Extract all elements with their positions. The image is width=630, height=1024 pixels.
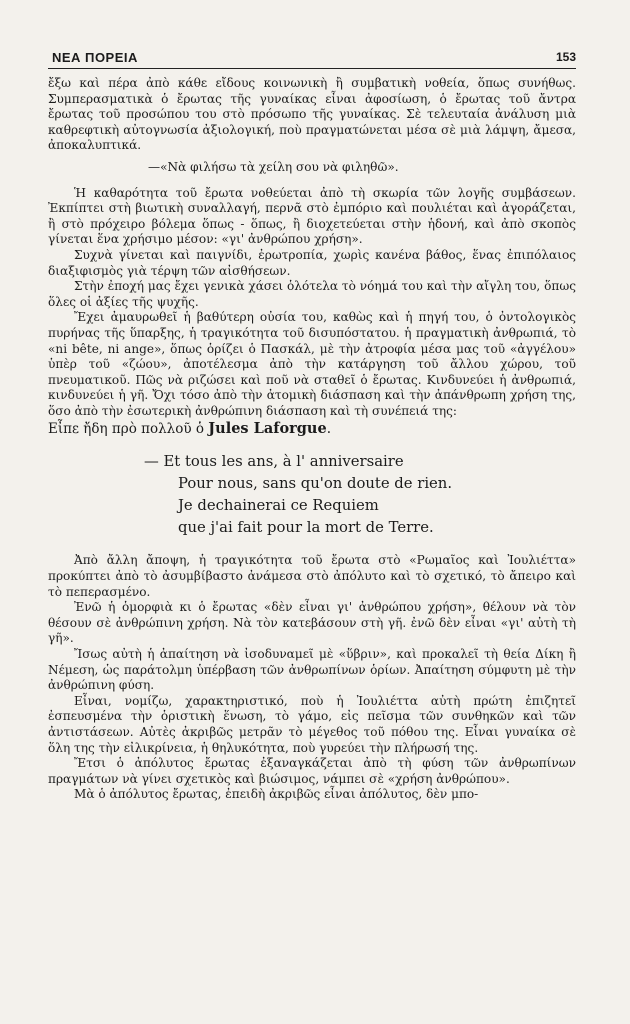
paragraph: Εἶναι, νομίζω, χαρακτηριστικό, ποὺ ἡ Ἰουλιέττα αὐτὴ πρώτη ἐπιζητεῖ ἐσπευσμένα τὴν ὁριστικὴ ἕνωση, τὸ γάμο, εἰς πεῖσμα τῶν συνθηκῶν καὶ τῶν ἀντιστάσεων. Αὐτὲς ἀκριβῶς μετρᾶν τὸ μέγεθος τοῦ πόθου της. Εἶναι γυναίκα σὲ ὅλη της τὴν εἰλικρίνεια, ἡ θηλυκότητα, ποὺ γυρεύει τὴν πλήρωσή της. — [48, 693, 576, 755]
paragraph: Ἐνῶ ἡ ὁμορφιὰ κι ὁ ἔρωτας «δὲν εἶναι γι' ἀνθρώπου χρήση», θέλουν νὰ τὸν θέσουν σὲ ἀνθρώπινη χρήση. Νὰ τὸν κατεβάσουν στὴ γῆ. ἐνῶ δὲν εἶναι «γι' αὐτὴ τὴ γῆ». — [48, 600, 576, 646]
author-name: Jules Laforgue — [208, 420, 327, 438]
paragraph: Ἔτσι ὁ ἀπόλυτος ἔρωτας ἐξαναγκάζεται ἀπὸ τὴ φύση τῶν ἀνθρωπίνων πραγμάτων νὰ γίνει σχετικὸς καὶ βιώσιμος, νάμπει σὲ «χρήση ἀνθρώπου». — [48, 756, 576, 786]
poem-line: — Et tous les ans, à l' anniversaire — [144, 453, 404, 471]
paragraph: Συχνὰ γίνεται καὶ παιγνίδι, ἐρωτροπία, χωρὶς κανένα βάθος, ἕνας ἐπιπόλαιος διαξιφισμὸς γιὰ τέρψη τῶν αἰσθήσεων. — [48, 247, 576, 278]
quoted-line: —«Νὰ φιλήσω τὰ χείλη σου νὰ φιληθῶ». — [148, 159, 399, 174]
paragraph: Στὴν ἐποχή μας ἔχει γενικὰ χάσει ὁλότελα τὸ νόημά του καὶ τὴν αἴγλη του, ὅπως ὅλες οἱ ἀξίες τῆς ψυχῆς. — [48, 279, 576, 309]
paragraph: Ἡ καθαρότητα τοῦ ἔρωτα νοθεύεται ἀπὸ τὴ σκωρία τῶν λογῆς συμβάσεων. Ἐκπίπτει στὴ βιωτικὴ συναλλαγή, περνᾶ στὸ ἐμπόριο καὶ πουλιέται καὶ ἀγοράζεται, ἢ στὸ πρόχειρο βόλεμα ὅπως - ὅπως, ἢ διοχετεύεται στὴν ἡδονή, καὶ ἀπὸ σκοπὸς γίνεται ἕνα χρήσιμο μέσον: «γι' ἀνθρώπου χρήση». — [48, 185, 576, 247]
paragraph: Μὰ ὁ ἀπόλυτος ἔρωτας, ἐπειδὴ ἀκριβῶς εἶναι ἀπόλυτος, δὲν μπο- — [74, 787, 479, 802]
journal-title: ΝΕΑ ΠΟΡΕΙΑ — [52, 50, 138, 65]
poem-line: que j'ai fait pour la mort de Terre. — [178, 519, 434, 537]
running-header — [48, 48, 576, 69]
paragraph: ἔξω καὶ πέρα ἀπὸ κάθε εἴδους κοινωνικὴ ἢ συμβατικὴ νοθεία, ὅπως συνήθως. Συμπερασματικὰ ὁ ἔρωτας τῆς γυναίκας εἶναι ἀφοσίωση, ὁ ἔρωτας τοῦ ἄντρα ἔρωτας τοῦ προσώπου του στὸ πρόσωπο τῆς γυναίκας. Σὲ τελευταία ἀνάλυση μιὰ καθρεφτικὴ αὐτογνωσία ἀξιολογική, ποὺ πραγματώνεται μέσα σὲ μιὰ λάμψη, ἄμεσα, ἀποκαλυπτικά. — [48, 76, 576, 153]
paragraph: Ἀπὸ ἄλλη ἄποψη, ἡ τραγικότητα τοῦ ἔρωτα στὸ «Ρωμαῖος καὶ Ἰουλιέττα» προκύπτει ἀπὸ τὸ ἀσυμβίβαστο ἀνάμεσα στὸ ἀπόλυτο καὶ τὸ σχετικό, τὸ ἄπειρο καὶ τὸ πεπερασμένο. — [48, 553, 576, 599]
laforgue-intro — [48, 419, 576, 439]
poem-line: Je dechainerai ce Requiem — [178, 497, 379, 515]
page-number: 153 — [555, 50, 576, 64]
paragraph: Ἴσως αὐτὴ ἡ ἀπαίτηση νὰ ἰσοδυναμεῖ μὲ «ὕβριν», καὶ προκαλεῖ τὴ θεία Δίκη ἢ Νέμεση, ὡς παράτολμη ὑπέρβαση τῶν ἀνθρωπίνων ὁρίων. Ἀπαίτηση σύμφυτη μὲ τὴν ἀνθρώπινη φύση. — [48, 647, 576, 693]
intro-suffix: . — [326, 421, 331, 438]
poem-line: Pour nous, sans qu'on doute de rien. — [178, 475, 453, 493]
article-body — [48, 76, 576, 803]
intro-prefix: Εἶπε ἤδη πρὸ πολλοῦ ὁ — [48, 421, 209, 438]
paragraph: Ἔχει ἀμαυρωθεῖ ἡ βαθύτερη οὐσία του, καθὼς καὶ ἡ πηγή του, ὁ ὀντολογικὸς πυρήνας τῆς ὕπαρξης, ἡ τραγικότητα τοῦ δισυπόστατου. ἡ πραγματικὴ ἀνθρωπιά, τὸ «ni bête, ni ange», ὅπως ὁρίζει ὁ Πασκάλ, μὲ τὴν ἀτροφία μέσα μας τοῦ «ἀγγέλου» ὑπὲρ τοῦ «ζώου», ἀποτέλεσμα ἀπὸ τὴν κατάργηση τοῦ ἄλλου χώρου, τοῦ πνευματικοῦ. Πῶς νὰ ριζώσει καὶ ποῦ νὰ σταθεῖ ὁ ἔρωτας. Κινδυνεύει ἡ ἀνθρωπιά, κινδυνεύει ἡ γῆ. Ὄχι τόσο ἀπὸ τὴν ἀτομικὴ διάσπαση καὶ τὴν ἀπάνθρωπη χρήση της, ὅσο ἀπὸ τὴν ἐσωτερικὴ ἀνθρώπινη διάσπαση καὶ τὴ συνέπειά της: — [48, 310, 576, 418]
poem-quote — [144, 451, 576, 539]
